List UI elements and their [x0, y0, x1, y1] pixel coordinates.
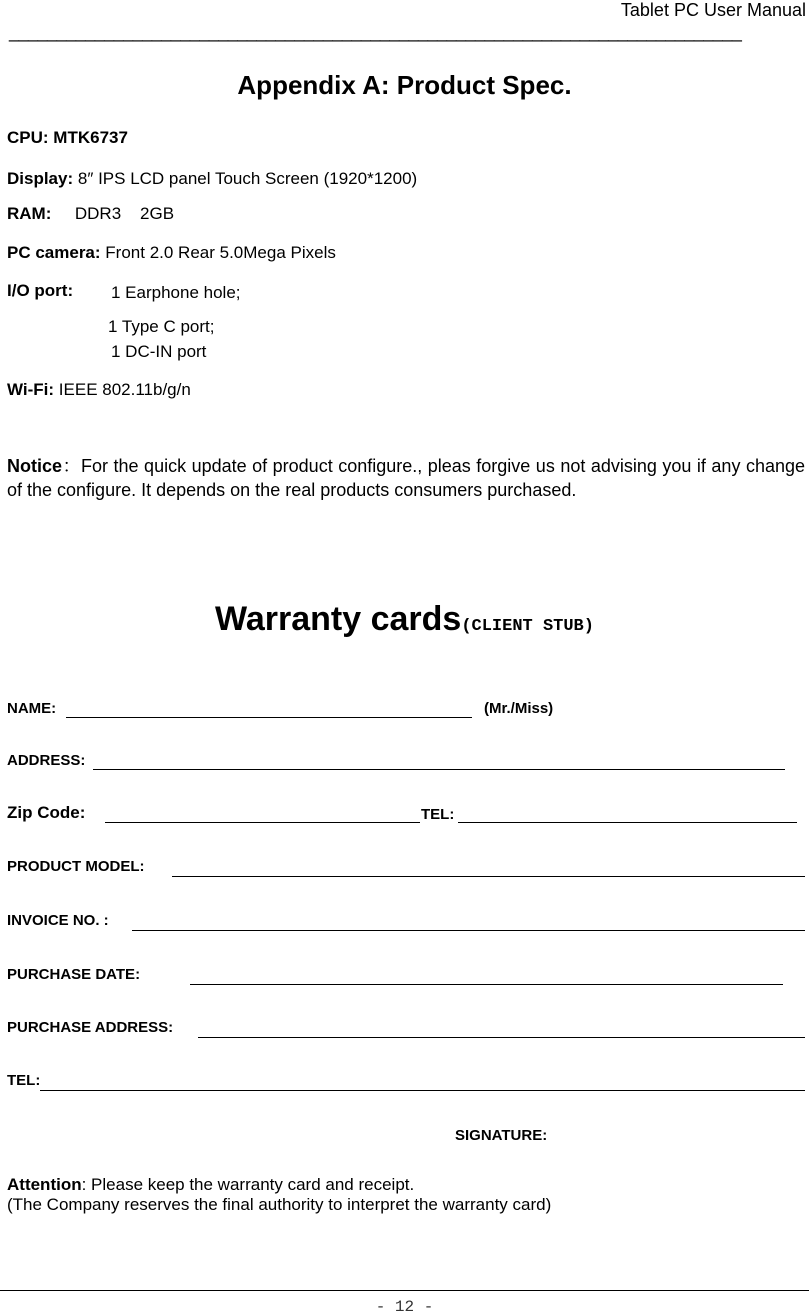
- spec-wifi: [7, 380, 191, 400]
- attention-note: (The Company reserves the final authority to interpret the warranty card): [7, 1195, 552, 1214]
- footer-rule: [0, 1290, 809, 1291]
- notice-text: For the quick update of product configure., pleas forgive us not advising you if any change of the configure. It depends on the real products consumers purchased.: [7, 456, 805, 500]
- spec-cpu: [7, 128, 128, 148]
- tel2-line[interactable]: [40, 1090, 805, 1091]
- warranty-heading: [0, 600, 809, 639]
- purchase-address-label: PURCHASE ADDRESS:: [7, 1019, 174, 1036]
- notice-separator: ：: [62, 456, 82, 476]
- camera-label: PC camera:: [7, 243, 101, 262]
- address-line[interactable]: [93, 769, 785, 770]
- warranty-subtitle: (CLIENT STUB): [461, 617, 594, 636]
- tel-line[interactable]: [458, 822, 797, 823]
- product-model-line[interactable]: [172, 876, 805, 877]
- display-value: 8″ IPS LCD panel Touch Screen (1920*1200): [77, 169, 418, 188]
- purchase-date-line[interactable]: [190, 984, 783, 985]
- spec-camera: [7, 243, 336, 263]
- name-line[interactable]: [66, 717, 472, 718]
- wifi-value: IEEE 802.11b/g/n: [58, 380, 191, 399]
- spec-display: [7, 169, 417, 189]
- invoice-label: INVOICE NO. :: [7, 912, 109, 929]
- ram-value: DDR3 2GB: [74, 204, 175, 223]
- zip-line[interactable]: [105, 822, 420, 823]
- appendix-title: Appendix A: Product Spec.: [237, 70, 572, 100]
- spec-ram: [7, 204, 174, 224]
- attention-block: [7, 1175, 551, 1215]
- attention-text: : Please keep the warranty card and receipt.: [81, 1175, 415, 1194]
- product-model-label: PRODUCT MODEL:: [7, 858, 145, 875]
- invoice-line[interactable]: [132, 930, 805, 931]
- address-label: ADDRESS:: [7, 752, 86, 769]
- notice-paragraph: [7, 454, 805, 502]
- cpu-label: CPU:: [7, 128, 49, 147]
- attention-line: [7, 1175, 551, 1195]
- notice-label: Notice: [7, 456, 63, 476]
- page-number: - 12 -: [375, 1298, 434, 1316]
- spec-io: [7, 281, 73, 301]
- purchase-date-label: PURCHASE DATE:: [7, 966, 141, 983]
- purchase-address-line[interactable]: [198, 1037, 805, 1038]
- ram-label: RAM:: [7, 204, 52, 223]
- warranty-title: Warranty cards: [215, 600, 462, 638]
- wifi-label: Wi-Fi:: [7, 380, 55, 399]
- header-title: Tablet PC User Manual: [620, 0, 806, 20]
- io-line-3: 1 DC-IN port: [111, 342, 207, 361]
- name-suffix: (Mr./Miss): [484, 700, 554, 717]
- tel-label: TEL:: [421, 806, 455, 823]
- cpu-value: MTK6737: [53, 128, 128, 147]
- io-line-1: 1 Earphone hole;: [111, 283, 241, 302]
- signature-label: SIGNATURE:: [455, 1127, 548, 1144]
- header-rule: _____________________________________________________________________________: [9, 22, 742, 42]
- tel2-label: TEL:: [7, 1072, 41, 1089]
- io-label: I/O port:: [7, 281, 74, 300]
- display-label: Display:: [7, 169, 74, 188]
- camera-value: Front 2.0 Rear 5.0Mega Pixels: [105, 243, 336, 262]
- io-line-2: 1 Type C port;: [108, 317, 215, 336]
- attention-label: Attention: [7, 1175, 82, 1194]
- zip-label: Zip Code:: [7, 803, 86, 822]
- name-label: NAME:: [7, 700, 57, 717]
